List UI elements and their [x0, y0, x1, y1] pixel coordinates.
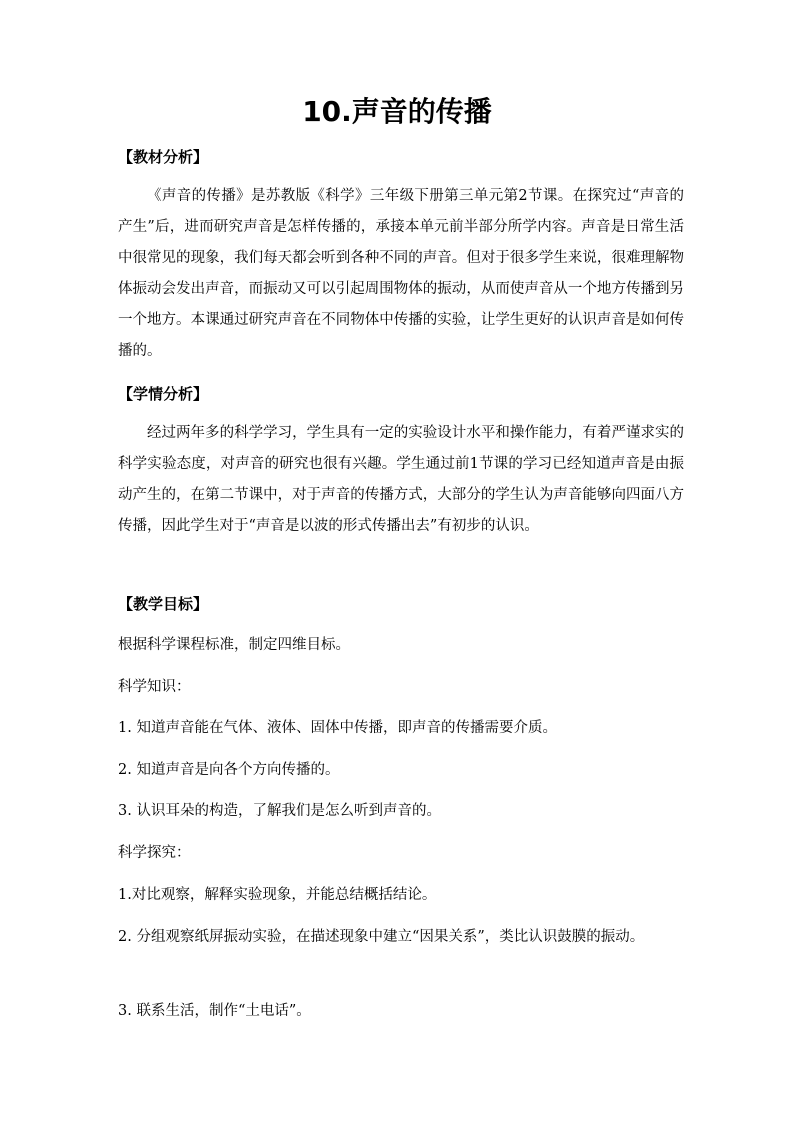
knowledge-item-1: 1. 知道声音能在气体、液体、固体中传播，即声音的传播需要介质。: [118, 720, 557, 736]
inquiry-item-3: 3. 联系生活，制作“土电话”。: [118, 1003, 311, 1019]
knowledge-item-2: 2. 知道声音是向各个方向传播的。: [118, 762, 340, 778]
inquiry-item-2: 2. 分组观察纸屏振动实验，在描述现象中建立“因果关系”，类比认识鼓膜的振动。: [118, 929, 645, 945]
knowledge-item-3: 3. 认识耳朵的构造，了解我们是怎么听到声音的。: [118, 803, 441, 819]
heading-student-analysis: 【学情分析】: [118, 385, 209, 403]
heading-teaching-goals: 【教学目标】: [118, 595, 209, 613]
goals-intro: 根据科学课程标准，制定四维目标。: [118, 637, 350, 653]
paragraph-textbook-analysis: 《声音的传播》是苏教版《科学》三年级下册第三单元第2节课。在探究过“声音的产生”后，进而研究声音是怎样传播的，承接本单元前半部分所学内容。声音是日常生活中很常见的现象，我们每天都会听到各种不同的声音。但对于很多学生来说，很难理解物体振动会发出声音，而振动又可以引起周围物体的振动，从而使声音从一个地方传播到另一个地方。本课通过研究声音在不同物体中传播的实验，让学生更好的认识声音是如何传播的。: [118, 188, 684, 359]
inquiry-item-1: 1.对比观察，解释实验现象，并能总结概括结论。: [118, 887, 437, 903]
heading-textbook-analysis: 【教材分析】: [118, 148, 209, 166]
inquiry-label: 科学探究：: [118, 845, 191, 861]
knowledge-label: 科学知识：: [118, 679, 191, 695]
paragraph-student-analysis: 经过两年多的科学学习，学生具有一定的实验设计水平和操作能力，有着严谨求实的科学实验态度，对声音的研究也很有兴趣。学生通过前1节课的学习已经知道声音是由振动产生的，在第二节课中，对于声音的传播方式，大部分的学生认为声音能够向四面八方传播，因此学生对于“声音是以波的形式传播出去”有初步的认识。: [118, 425, 684, 534]
page-title: 10.声音的传播: [302, 95, 492, 128]
